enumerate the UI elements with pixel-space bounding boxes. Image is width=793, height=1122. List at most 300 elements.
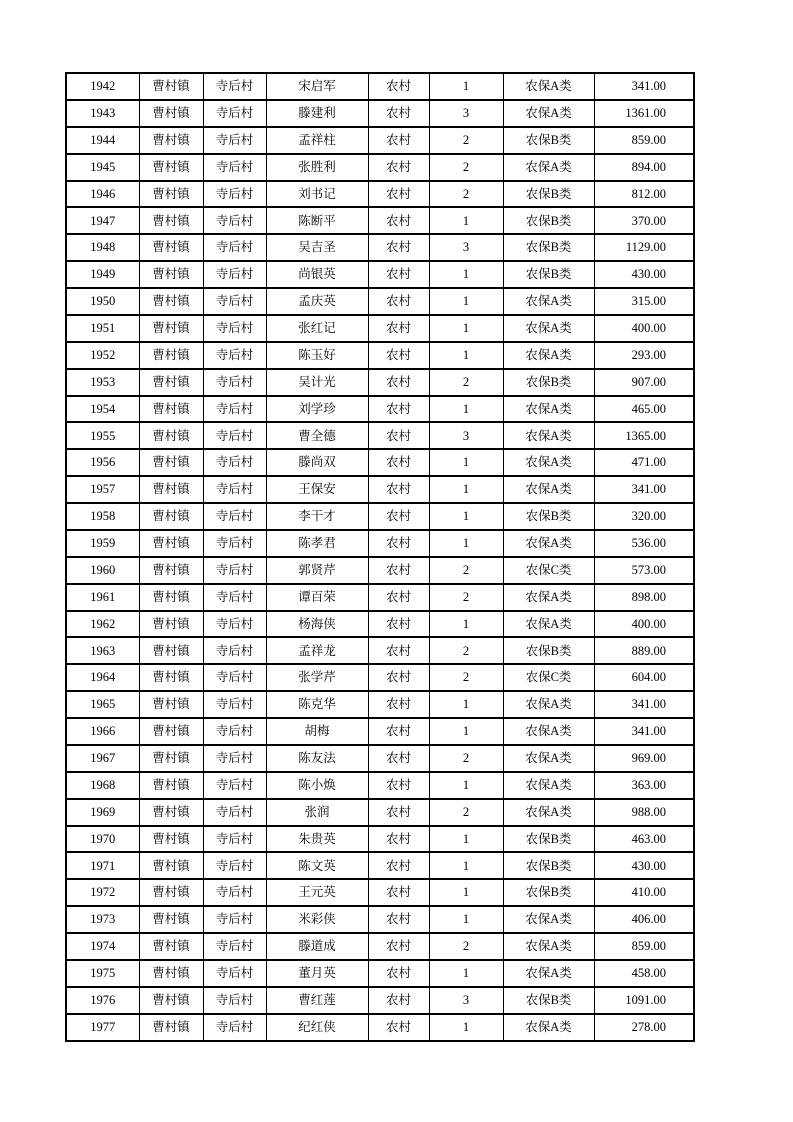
- cell-insurance-category: 农保B类: [503, 826, 594, 853]
- cell-insurance-category: 农保A类: [503, 288, 594, 315]
- cell-amount: 458.00: [594, 960, 694, 987]
- cell-town: 曹村镇: [139, 664, 203, 691]
- cell-person-count: 1: [429, 207, 503, 234]
- cell-town: 曹村镇: [139, 637, 203, 664]
- cell-residence-type: 农村: [368, 530, 429, 557]
- cell-person-count: 1: [429, 288, 503, 315]
- cell-person-count: 1: [429, 826, 503, 853]
- table-row: [66, 342, 694, 369]
- cell-amount: 889.00: [594, 637, 694, 664]
- cell-insurance-category: 农保A类: [503, 422, 594, 449]
- cell-town: 曹村镇: [139, 422, 203, 449]
- cell-sequence-number: 1964: [66, 664, 139, 691]
- cell-sequence-number: 1971: [66, 852, 139, 879]
- cell-insurance-category: 农保B类: [503, 987, 594, 1014]
- cell-amount: 898.00: [594, 584, 694, 611]
- cell-village: 寺后村: [203, 342, 266, 369]
- cell-town: 曹村镇: [139, 100, 203, 127]
- cell-sequence-number: 1952: [66, 342, 139, 369]
- cell-amount: 907.00: [594, 369, 694, 396]
- cell-person-name: 刘学珍: [266, 396, 368, 423]
- cell-village: 寺后村: [203, 422, 266, 449]
- cell-village: 寺后村: [203, 1014, 266, 1041]
- cell-residence-type: 农村: [368, 476, 429, 503]
- cell-town: 曹村镇: [139, 369, 203, 396]
- cell-sequence-number: 1948: [66, 234, 139, 261]
- cell-residence-type: 农村: [368, 933, 429, 960]
- cell-sequence-number: 1942: [66, 73, 139, 100]
- table-row: [66, 879, 694, 906]
- cell-village: 寺后村: [203, 799, 266, 826]
- cell-residence-type: 农村: [368, 664, 429, 691]
- cell-person-name: 刘书记: [266, 181, 368, 208]
- cell-village: 寺后村: [203, 315, 266, 342]
- table-row: [66, 933, 694, 960]
- cell-village: 寺后村: [203, 234, 266, 261]
- cell-town: 曹村镇: [139, 584, 203, 611]
- cell-village: 寺后村: [203, 288, 266, 315]
- table-row: [66, 960, 694, 987]
- cell-residence-type: 农村: [368, 315, 429, 342]
- cell-person-count: 2: [429, 557, 503, 584]
- cell-town: 曹村镇: [139, 234, 203, 261]
- cell-residence-type: 农村: [368, 1014, 429, 1041]
- cell-town: 曹村镇: [139, 207, 203, 234]
- cell-village: 寺后村: [203, 826, 266, 853]
- cell-person-count: 1: [429, 315, 503, 342]
- cell-person-name: 孟庆英: [266, 288, 368, 315]
- cell-person-name: 滕尚双: [266, 449, 368, 476]
- cell-amount: 1129.00: [594, 234, 694, 261]
- cell-residence-type: 农村: [368, 234, 429, 261]
- table-row: [66, 584, 694, 611]
- cell-person-name: 陈孝君: [266, 530, 368, 557]
- cell-residence-type: 农村: [368, 879, 429, 906]
- table-row: [66, 691, 694, 718]
- cell-amount: 341.00: [594, 73, 694, 100]
- table-row: [66, 476, 694, 503]
- cell-town: 曹村镇: [139, 960, 203, 987]
- cell-insurance-category: 农保A类: [503, 530, 594, 557]
- cell-person-name: 陈玉好: [266, 342, 368, 369]
- cell-residence-type: 农村: [368, 73, 429, 100]
- cell-residence-type: 农村: [368, 718, 429, 745]
- cell-sequence-number: 1960: [66, 557, 139, 584]
- cell-insurance-category: 农保A类: [503, 1014, 594, 1041]
- cell-town: 曹村镇: [139, 288, 203, 315]
- cell-insurance-category: 农保B类: [503, 503, 594, 530]
- cell-village: 寺后村: [203, 637, 266, 664]
- cell-village: 寺后村: [203, 369, 266, 396]
- cell-person-count: 2: [429, 181, 503, 208]
- cell-sequence-number: 1956: [66, 449, 139, 476]
- cell-town: 曹村镇: [139, 799, 203, 826]
- cell-sequence-number: 1954: [66, 396, 139, 423]
- cell-town: 曹村镇: [139, 449, 203, 476]
- cell-person-count: 1: [429, 960, 503, 987]
- cell-residence-type: 农村: [368, 154, 429, 181]
- cell-village: 寺后村: [203, 960, 266, 987]
- cell-sequence-number: 1958: [66, 503, 139, 530]
- cell-insurance-category: 农保A类: [503, 906, 594, 933]
- cell-person-name: 陈文英: [266, 852, 368, 879]
- cell-residence-type: 农村: [368, 369, 429, 396]
- cell-person-name: 滕道成: [266, 933, 368, 960]
- cell-person-name: 孟祥柱: [266, 127, 368, 154]
- cell-residence-type: 农村: [368, 449, 429, 476]
- cell-village: 寺后村: [203, 691, 266, 718]
- table-row: [66, 100, 694, 127]
- cell-amount: 465.00: [594, 396, 694, 423]
- cell-person-count: 2: [429, 664, 503, 691]
- cell-person-name: 纪红侠: [266, 1014, 368, 1041]
- cell-amount: 341.00: [594, 476, 694, 503]
- cell-village: 寺后村: [203, 906, 266, 933]
- cell-person-count: 1: [429, 879, 503, 906]
- cell-village: 寺后村: [203, 449, 266, 476]
- cell-sequence-number: 1947: [66, 207, 139, 234]
- cell-village: 寺后村: [203, 207, 266, 234]
- cell-residence-type: 农村: [368, 181, 429, 208]
- cell-insurance-category: 农保A类: [503, 933, 594, 960]
- table-row: [66, 261, 694, 288]
- cell-town: 曹村镇: [139, 154, 203, 181]
- cell-town: 曹村镇: [139, 879, 203, 906]
- cell-sequence-number: 1968: [66, 772, 139, 799]
- roster-table: [65, 72, 695, 1042]
- cell-insurance-category: 农保B类: [503, 261, 594, 288]
- cell-village: 寺后村: [203, 557, 266, 584]
- cell-sequence-number: 1957: [66, 476, 139, 503]
- cell-person-count: 1: [429, 503, 503, 530]
- cell-sequence-number: 1972: [66, 879, 139, 906]
- table-row: [66, 1014, 694, 1041]
- cell-person-name: 吴计光: [266, 369, 368, 396]
- cell-person-count: 1: [429, 476, 503, 503]
- cell-person-name: 张学芹: [266, 664, 368, 691]
- cell-town: 曹村镇: [139, 987, 203, 1014]
- cell-person-name: 吴吉圣: [266, 234, 368, 261]
- cell-person-count: 2: [429, 745, 503, 772]
- cell-person-count: 1: [429, 772, 503, 799]
- cell-town: 曹村镇: [139, 691, 203, 718]
- table-row: [66, 396, 694, 423]
- cell-insurance-category: 农保A类: [503, 799, 594, 826]
- cell-insurance-category: 农保B类: [503, 181, 594, 208]
- table-row: [66, 799, 694, 826]
- cell-sequence-number: 1959: [66, 530, 139, 557]
- cell-person-count: 1: [429, 530, 503, 557]
- cell-village: 寺后村: [203, 503, 266, 530]
- cell-insurance-category: 农保B类: [503, 852, 594, 879]
- table-row: [66, 449, 694, 476]
- cell-amount: 573.00: [594, 557, 694, 584]
- cell-residence-type: 农村: [368, 503, 429, 530]
- table-row: [66, 315, 694, 342]
- cell-amount: 1091.00: [594, 987, 694, 1014]
- table-row: [66, 422, 694, 449]
- cell-person-name: 王元英: [266, 879, 368, 906]
- cell-town: 曹村镇: [139, 611, 203, 638]
- cell-sequence-number: 1966: [66, 718, 139, 745]
- cell-village: 寺后村: [203, 852, 266, 879]
- cell-town: 曹村镇: [139, 181, 203, 208]
- cell-village: 寺后村: [203, 987, 266, 1014]
- cell-person-name: 宋启军: [266, 73, 368, 100]
- cell-person-count: 2: [429, 637, 503, 664]
- cell-amount: 278.00: [594, 1014, 694, 1041]
- cell-village: 寺后村: [203, 154, 266, 181]
- cell-person-name: 张红记: [266, 315, 368, 342]
- cell-insurance-category: 农保B类: [503, 879, 594, 906]
- table-row: [66, 181, 694, 208]
- cell-person-count: 3: [429, 422, 503, 449]
- cell-residence-type: 农村: [368, 960, 429, 987]
- cell-sequence-number: 1961: [66, 584, 139, 611]
- cell-sequence-number: 1943: [66, 100, 139, 127]
- cell-amount: 341.00: [594, 691, 694, 718]
- cell-person-count: 1: [429, 691, 503, 718]
- cell-village: 寺后村: [203, 100, 266, 127]
- cell-town: 曹村镇: [139, 852, 203, 879]
- cell-sequence-number: 1953: [66, 369, 139, 396]
- cell-residence-type: 农村: [368, 772, 429, 799]
- cell-insurance-category: 农保A类: [503, 342, 594, 369]
- cell-amount: 363.00: [594, 772, 694, 799]
- cell-amount: 969.00: [594, 745, 694, 772]
- cell-residence-type: 农村: [368, 611, 429, 638]
- cell-person-count: 2: [429, 933, 503, 960]
- cell-insurance-category: 农保C类: [503, 557, 594, 584]
- table-row: [66, 127, 694, 154]
- cell-sequence-number: 1949: [66, 261, 139, 288]
- cell-insurance-category: 农保B类: [503, 234, 594, 261]
- cell-insurance-category: 农保A类: [503, 73, 594, 100]
- cell-person-name: 陈友法: [266, 745, 368, 772]
- cell-person-name: 米彩侠: [266, 906, 368, 933]
- cell-sequence-number: 1973: [66, 906, 139, 933]
- cell-amount: 406.00: [594, 906, 694, 933]
- cell-person-count: 3: [429, 100, 503, 127]
- cell-person-count: 2: [429, 369, 503, 396]
- cell-person-count: 1: [429, 718, 503, 745]
- cell-person-name: 胡梅: [266, 718, 368, 745]
- cell-person-name: 陈小焕: [266, 772, 368, 799]
- cell-insurance-category: 农保C类: [503, 664, 594, 691]
- cell-sequence-number: 1969: [66, 799, 139, 826]
- cell-sequence-number: 1975: [66, 960, 139, 987]
- cell-sequence-number: 1963: [66, 637, 139, 664]
- cell-person-count: 1: [429, 1014, 503, 1041]
- cell-residence-type: 农村: [368, 100, 429, 127]
- cell-sequence-number: 1944: [66, 127, 139, 154]
- cell-amount: 604.00: [594, 664, 694, 691]
- cell-village: 寺后村: [203, 879, 266, 906]
- cell-residence-type: 农村: [368, 826, 429, 853]
- cell-residence-type: 农村: [368, 691, 429, 718]
- cell-person-name: 陈断平: [266, 207, 368, 234]
- cell-town: 曹村镇: [139, 127, 203, 154]
- cell-person-count: 3: [429, 234, 503, 261]
- cell-amount: 430.00: [594, 852, 694, 879]
- table-row: [66, 530, 694, 557]
- cell-insurance-category: 农保A类: [503, 745, 594, 772]
- cell-person-name: 曹红莲: [266, 987, 368, 1014]
- table-row: [66, 852, 694, 879]
- cell-person-name: 朱贵英: [266, 826, 368, 853]
- cell-person-count: 1: [429, 73, 503, 100]
- cell-residence-type: 农村: [368, 422, 429, 449]
- table-row: [66, 154, 694, 181]
- cell-amount: 471.00: [594, 449, 694, 476]
- cell-amount: 894.00: [594, 154, 694, 181]
- cell-town: 曹村镇: [139, 396, 203, 423]
- cell-insurance-category: 农保A类: [503, 611, 594, 638]
- cell-amount: 315.00: [594, 288, 694, 315]
- roster-table-body: [66, 73, 694, 1041]
- cell-village: 寺后村: [203, 396, 266, 423]
- cell-sequence-number: 1965: [66, 691, 139, 718]
- cell-person-count: 2: [429, 584, 503, 611]
- cell-residence-type: 农村: [368, 288, 429, 315]
- cell-village: 寺后村: [203, 584, 266, 611]
- table-row: [66, 503, 694, 530]
- cell-person-count: 1: [429, 261, 503, 288]
- cell-amount: 341.00: [594, 718, 694, 745]
- cell-insurance-category: 农保A类: [503, 718, 594, 745]
- cell-village: 寺后村: [203, 261, 266, 288]
- cell-person-name: 孟祥龙: [266, 637, 368, 664]
- cell-person-name: 董月英: [266, 960, 368, 987]
- table-row: [66, 234, 694, 261]
- cell-amount: 410.00: [594, 879, 694, 906]
- cell-person-name: 尚银英: [266, 261, 368, 288]
- cell-residence-type: 农村: [368, 207, 429, 234]
- cell-sequence-number: 1951: [66, 315, 139, 342]
- cell-residence-type: 农村: [368, 637, 429, 664]
- cell-insurance-category: 农保A类: [503, 584, 594, 611]
- cell-amount: 400.00: [594, 315, 694, 342]
- table-row: [66, 288, 694, 315]
- cell-person-count: 2: [429, 799, 503, 826]
- cell-amount: 370.00: [594, 207, 694, 234]
- cell-village: 寺后村: [203, 73, 266, 100]
- cell-person-name: 张润: [266, 799, 368, 826]
- cell-town: 曹村镇: [139, 933, 203, 960]
- cell-residence-type: 农村: [368, 584, 429, 611]
- cell-insurance-category: 农保A类: [503, 154, 594, 181]
- cell-insurance-category: 农保A类: [503, 396, 594, 423]
- cell-town: 曹村镇: [139, 826, 203, 853]
- cell-insurance-category: 农保B类: [503, 637, 594, 664]
- cell-residence-type: 农村: [368, 342, 429, 369]
- cell-sequence-number: 1955: [66, 422, 139, 449]
- cell-town: 曹村镇: [139, 557, 203, 584]
- cell-residence-type: 农村: [368, 852, 429, 879]
- cell-residence-type: 农村: [368, 557, 429, 584]
- cell-sequence-number: 1976: [66, 987, 139, 1014]
- cell-insurance-category: 农保B类: [503, 207, 594, 234]
- cell-sequence-number: 1945: [66, 154, 139, 181]
- table-row: [66, 718, 694, 745]
- cell-town: 曹村镇: [139, 1014, 203, 1041]
- cell-insurance-category: 农保A类: [503, 691, 594, 718]
- cell-sequence-number: 1946: [66, 181, 139, 208]
- table-row: [66, 987, 694, 1014]
- table-row: [66, 826, 694, 853]
- cell-residence-type: 农村: [368, 396, 429, 423]
- cell-village: 寺后村: [203, 530, 266, 557]
- cell-amount: 812.00: [594, 181, 694, 208]
- cell-amount: 400.00: [594, 611, 694, 638]
- cell-amount: 536.00: [594, 530, 694, 557]
- cell-amount: 988.00: [594, 799, 694, 826]
- table-row: [66, 664, 694, 691]
- cell-amount: 430.00: [594, 261, 694, 288]
- cell-village: 寺后村: [203, 933, 266, 960]
- table-row: [66, 772, 694, 799]
- cell-person-name: 王保安: [266, 476, 368, 503]
- cell-town: 曹村镇: [139, 342, 203, 369]
- cell-town: 曹村镇: [139, 73, 203, 100]
- cell-person-name: 李干才: [266, 503, 368, 530]
- cell-town: 曹村镇: [139, 772, 203, 799]
- cell-amount: 859.00: [594, 127, 694, 154]
- cell-sequence-number: 1974: [66, 933, 139, 960]
- cell-person-name: 曹全德: [266, 422, 368, 449]
- cell-insurance-category: 农保B类: [503, 369, 594, 396]
- cell-sequence-number: 1977: [66, 1014, 139, 1041]
- cell-amount: 463.00: [594, 826, 694, 853]
- cell-person-count: 1: [429, 906, 503, 933]
- cell-residence-type: 农村: [368, 799, 429, 826]
- cell-town: 曹村镇: [139, 718, 203, 745]
- table-row: [66, 637, 694, 664]
- table-row: [66, 611, 694, 638]
- cell-village: 寺后村: [203, 181, 266, 208]
- cell-insurance-category: 农保A类: [503, 315, 594, 342]
- cell-sequence-number: 1970: [66, 826, 139, 853]
- cell-residence-type: 农村: [368, 261, 429, 288]
- cell-insurance-category: 农保A类: [503, 772, 594, 799]
- table-row: [66, 745, 694, 772]
- cell-town: 曹村镇: [139, 530, 203, 557]
- cell-insurance-category: 农保A类: [503, 476, 594, 503]
- table-row: [66, 557, 694, 584]
- cell-person-name: 张胜利: [266, 154, 368, 181]
- cell-person-name: 谭百荣: [266, 584, 368, 611]
- cell-person-name: 陈克华: [266, 691, 368, 718]
- cell-sequence-number: 1950: [66, 288, 139, 315]
- cell-town: 曹村镇: [139, 503, 203, 530]
- cell-person-count: 1: [429, 449, 503, 476]
- table-row: [66, 369, 694, 396]
- cell-sequence-number: 1962: [66, 611, 139, 638]
- cell-town: 曹村镇: [139, 906, 203, 933]
- cell-village: 寺后村: [203, 745, 266, 772]
- cell-town: 曹村镇: [139, 476, 203, 503]
- cell-amount: 1361.00: [594, 100, 694, 127]
- cell-residence-type: 农村: [368, 987, 429, 1014]
- cell-residence-type: 农村: [368, 127, 429, 154]
- cell-amount: 320.00: [594, 503, 694, 530]
- cell-person-count: 1: [429, 852, 503, 879]
- cell-insurance-category: 农保A类: [503, 449, 594, 476]
- table-row: [66, 207, 694, 234]
- cell-town: 曹村镇: [139, 261, 203, 288]
- cell-town: 曹村镇: [139, 745, 203, 772]
- cell-village: 寺后村: [203, 127, 266, 154]
